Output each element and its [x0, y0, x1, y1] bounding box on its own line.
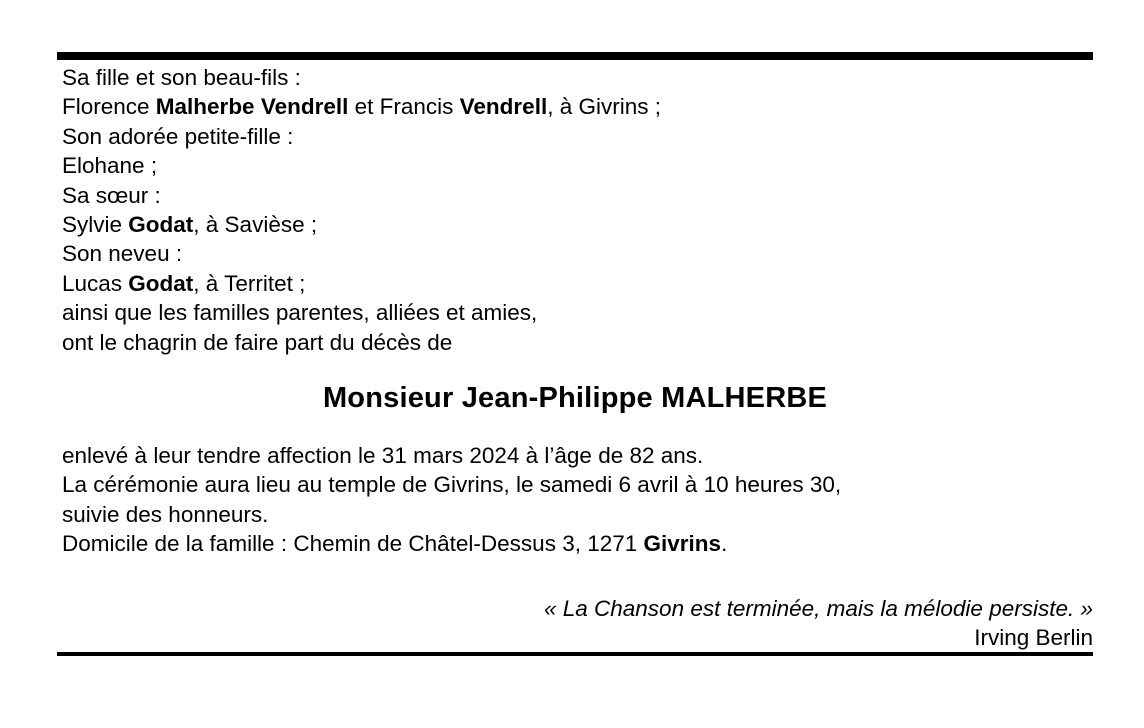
- text-segment: ont le chagrin de faire part du décès de: [62, 329, 453, 355]
- quote-text: « La Chanson est terminée, mais la mélodie persiste. »: [543, 596, 1093, 621]
- notice-line: [62, 298, 661, 327]
- bold-text-segment: Givrins: [643, 531, 722, 557]
- notice-line: [62, 239, 661, 268]
- notice-line: [62, 181, 661, 210]
- notice-line: [62, 210, 661, 239]
- deceased-name: Monsieur Jean-Philippe MALHERBE: [322, 382, 828, 414]
- top-rule: [57, 52, 1093, 60]
- bold-text-segment: Malherbe Vendrell: [155, 94, 349, 120]
- family-block: [62, 63, 661, 357]
- text-segment: ainsi que les familles parentes, alliées et amies,: [62, 300, 538, 326]
- notice-line: [62, 441, 841, 470]
- text-segment: Son adorée petite-fille :: [62, 123, 294, 149]
- notice-line: [62, 63, 661, 92]
- text-segment: Sa sœur :: [62, 182, 161, 208]
- notice-line: [62, 470, 841, 499]
- text-segment: Florence: [62, 94, 156, 120]
- ceremony-details-block: [62, 441, 841, 559]
- text-segment: suivie des honneurs.: [62, 501, 269, 527]
- quote-block: [544, 594, 1093, 652]
- notice-line: [62, 122, 661, 151]
- notice-line: [62, 269, 661, 298]
- text-segment: Sa fille et son beau-fils :: [62, 65, 301, 90]
- text-segment: et Francis: [348, 94, 460, 120]
- text-segment: , à Territet ;: [193, 270, 306, 296]
- text-segment: Lucas: [62, 270, 129, 296]
- notice-line: [62, 92, 661, 121]
- text-segment: enlevé à leur tendre affection le 31 mars 2024 à l’âge de 82 ans.: [62, 443, 704, 468]
- text-segment: Domicile de la famille : Chemin de Châtel-Dessus 3, 1271: [62, 531, 644, 557]
- text-segment: La cérémonie aura lieu au temple de Givrins, le samedi 6 avril à 10 heures 30,: [62, 472, 842, 498]
- quote-author: Irving Berlin: [974, 625, 1093, 650]
- text-segment: , à Givrins ;: [547, 94, 661, 120]
- text-segment: .: [721, 531, 728, 557]
- notice-line: [62, 529, 841, 558]
- bold-text-segment: Vendrell: [459, 94, 548, 120]
- text-segment: , à Savièse ;: [193, 212, 318, 238]
- bold-text-segment: Godat: [128, 212, 194, 238]
- notice-line: [62, 151, 661, 180]
- text-segment: Sylvie: [62, 212, 129, 238]
- notice-line: [62, 328, 661, 357]
- text-segment: Elohane ;: [62, 153, 158, 179]
- notice-line: [62, 500, 841, 529]
- bold-text-segment: Godat: [128, 270, 194, 296]
- bottom-rule: [57, 652, 1093, 656]
- text-segment: Son neveu :: [62, 241, 183, 267]
